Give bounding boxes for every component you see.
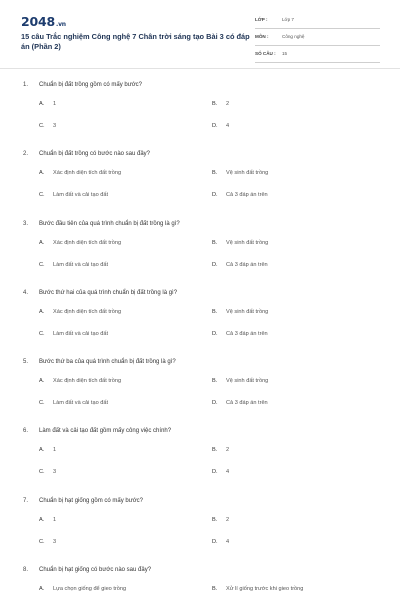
- answer-option[interactable]: [212, 192, 268, 198]
- answer-option[interactable]: [39, 517, 56, 523]
- option-text: 4: [226, 469, 230, 476]
- option-text: Xác định diện tích đất trồng: [53, 170, 122, 177]
- option-text: Cả 3 đáp án trên: [226, 261, 268, 268]
- option-text: Cả 3 đáp án trên: [226, 192, 268, 199]
- option-letter: D.: [212, 330, 218, 337]
- answer-option[interactable]: [212, 539, 229, 545]
- meta-row-class: [255, 15, 380, 29]
- option-text: 3: [53, 469, 57, 476]
- answer-option[interactable]: [212, 101, 229, 107]
- option-text: Cả 3 đáp án trên: [226, 330, 268, 337]
- meta-row-count: [255, 49, 380, 63]
- answer-option[interactable]: [212, 240, 268, 246]
- question-text: Chuẩn bị hạt giống gồm có mấy bước?: [39, 497, 144, 504]
- logo-text: 2048: [21, 14, 55, 29]
- answer-option[interactable]: [212, 378, 268, 384]
- document-header: [0, 0, 400, 68]
- option-letter: D.: [212, 469, 218, 476]
- question-number: 4.: [23, 289, 29, 296]
- option-letter: A.: [39, 378, 45, 385]
- option-letter: B.: [212, 308, 218, 315]
- option-text: Làm đất và cải tạo đất: [53, 192, 109, 199]
- document-title: 15 câu Trắc nghiệm Công nghệ 7 Chân trời sáng tạo Bài 3 có đáp án (Phần 2): [21, 32, 250, 51]
- option-letter: A.: [39, 308, 45, 315]
- meta-value: 15: [282, 51, 288, 56]
- option-letter: A.: [39, 447, 45, 454]
- option-letter: D.: [212, 261, 218, 268]
- option-letter: B.: [212, 239, 218, 246]
- question-number: 7.: [23, 497, 29, 504]
- option-letter: C.: [39, 400, 45, 407]
- option-text: 2: [226, 447, 230, 454]
- question-text: Chuẩn bị hạt giống có bước nào sau đây?: [39, 567, 152, 574]
- answer-option[interactable]: [39, 447, 56, 453]
- option-text: 3: [53, 538, 57, 545]
- question-text: Bước thứ ba của quá trình chuẩn bị đất trồng là gì?: [39, 359, 176, 366]
- question-number: 2.: [23, 151, 29, 158]
- option-text: Xác định diện tích đất trồng: [53, 239, 122, 246]
- question-text: Chuẩn bị đất trồng có bước nào sau đây?: [39, 151, 151, 158]
- question-text: Bước thứ hai của quá trình chuẩn bị đất trồng là gì?: [39, 289, 178, 296]
- option-text: 1: [53, 101, 57, 107]
- answer-option[interactable]: [39, 586, 126, 592]
- option-text: Xử lí giống trước khi gieo trồng: [226, 586, 304, 593]
- option-letter: B.: [212, 586, 218, 593]
- answer-option[interactable]: [39, 240, 121, 246]
- answer-option[interactable]: [39, 378, 121, 384]
- option-text: Làm đất và cải tạo đất: [53, 330, 109, 337]
- option-text: 3: [53, 123, 57, 129]
- option-text: Xác định diện tích đất trồng: [53, 308, 122, 315]
- document-meta: [255, 15, 380, 66]
- meta-value: Công nghệ: [282, 34, 305, 39]
- answer-option[interactable]: [39, 331, 108, 337]
- option-letter: A.: [39, 239, 45, 246]
- answer-option[interactable]: [39, 101, 56, 107]
- option-text: Vệ sinh đất trồng: [226, 308, 269, 315]
- answer-option[interactable]: [39, 192, 108, 198]
- option-letter: C.: [39, 261, 45, 268]
- answer-option[interactable]: [39, 400, 108, 406]
- option-text: Vệ sinh đất trồng: [226, 239, 269, 246]
- question-number: 5.: [23, 359, 29, 366]
- question-item: [0, 355, 400, 424]
- answer-option[interactable]: [212, 309, 268, 315]
- answer-option[interactable]: [212, 517, 229, 523]
- option-text: Xác định diện tích đất trồng: [53, 378, 122, 385]
- option-letter: D.: [212, 538, 218, 545]
- option-letter: C.: [39, 469, 45, 476]
- question-list: [0, 78, 400, 600]
- question-number: 1.: [23, 82, 29, 88]
- option-letter: C.: [39, 330, 45, 337]
- option-letter: C.: [39, 123, 45, 129]
- option-letter: C.: [39, 538, 45, 545]
- answer-option[interactable]: [39, 309, 121, 315]
- question-number: 6.: [23, 428, 29, 435]
- option-text: Vệ sinh đất trồng: [226, 170, 269, 177]
- option-text: 4: [226, 538, 230, 545]
- option-letter: B.: [212, 170, 218, 177]
- meta-row-subject: [255, 32, 380, 46]
- answer-option[interactable]: [212, 170, 268, 176]
- question-text: Làm đất và cải tạo đất gồm mấy công việc chính?: [39, 428, 172, 435]
- answer-option[interactable]: [212, 469, 229, 475]
- question-text: Bước đầu tiên của quá trình chuẩn bị đất trồng là gì?: [39, 220, 180, 227]
- option-letter: B.: [212, 447, 218, 454]
- option-letter: A.: [39, 170, 45, 177]
- question-item: [0, 78, 400, 147]
- option-letter: B.: [212, 516, 218, 523]
- question-item: [0, 286, 400, 355]
- header-divider: [0, 68, 400, 69]
- option-text: Vệ sinh đất trồng: [226, 378, 269, 385]
- option-text: Làm đất và cải tạo đất: [53, 261, 109, 268]
- option-text: 2: [226, 516, 230, 523]
- option-text: 1: [53, 447, 57, 454]
- option-letter: A.: [39, 586, 45, 593]
- meta-label: LỚP :: [255, 17, 268, 22]
- option-letter: A.: [39, 516, 45, 523]
- answer-option[interactable]: [212, 331, 268, 337]
- answer-option[interactable]: [212, 400, 268, 406]
- question-item: [0, 563, 400, 600]
- meta-label: MÔN :: [255, 34, 269, 39]
- option-letter: C.: [39, 192, 45, 199]
- question-item: [0, 494, 400, 563]
- option-letter: D.: [212, 400, 218, 407]
- answer-option[interactable]: [212, 586, 303, 592]
- option-letter: D.: [212, 123, 218, 129]
- answer-option[interactable]: [39, 469, 56, 475]
- site-logo[interactable]: [21, 14, 66, 29]
- question-text: Chuẩn bị đất trồng gồm có mấy bước?: [39, 82, 143, 88]
- answer-option[interactable]: [39, 123, 56, 129]
- option-text: 1: [53, 516, 57, 523]
- question-item: [0, 217, 400, 286]
- question-number: 8.: [23, 567, 29, 574]
- option-text: 4: [226, 123, 230, 129]
- answer-option[interactable]: [212, 123, 229, 129]
- option-letter: A.: [39, 101, 45, 107]
- option-letter: B.: [212, 378, 218, 385]
- logo-suffix: .vn: [56, 21, 66, 28]
- option-letter: D.: [212, 192, 218, 199]
- question-item: [0, 424, 400, 493]
- option-text: 2: [226, 101, 230, 107]
- answer-option[interactable]: [212, 262, 268, 268]
- question-number: 3.: [23, 220, 29, 227]
- meta-label: SỐ CÂU :: [255, 51, 276, 56]
- answer-option[interactable]: [212, 447, 229, 453]
- question-item: [0, 147, 400, 216]
- option-text: Làm đất và cải tạo đất: [53, 400, 109, 407]
- option-letter: B.: [212, 101, 218, 107]
- answer-option[interactable]: [39, 262, 108, 268]
- option-text: Lựa chọn giống để gieo trồng: [53, 586, 127, 593]
- answer-option[interactable]: [39, 170, 121, 176]
- answer-option[interactable]: [39, 539, 56, 545]
- option-text: Cả 3 đáp án trên: [226, 400, 268, 407]
- meta-value: Lớp 7: [282, 17, 294, 22]
